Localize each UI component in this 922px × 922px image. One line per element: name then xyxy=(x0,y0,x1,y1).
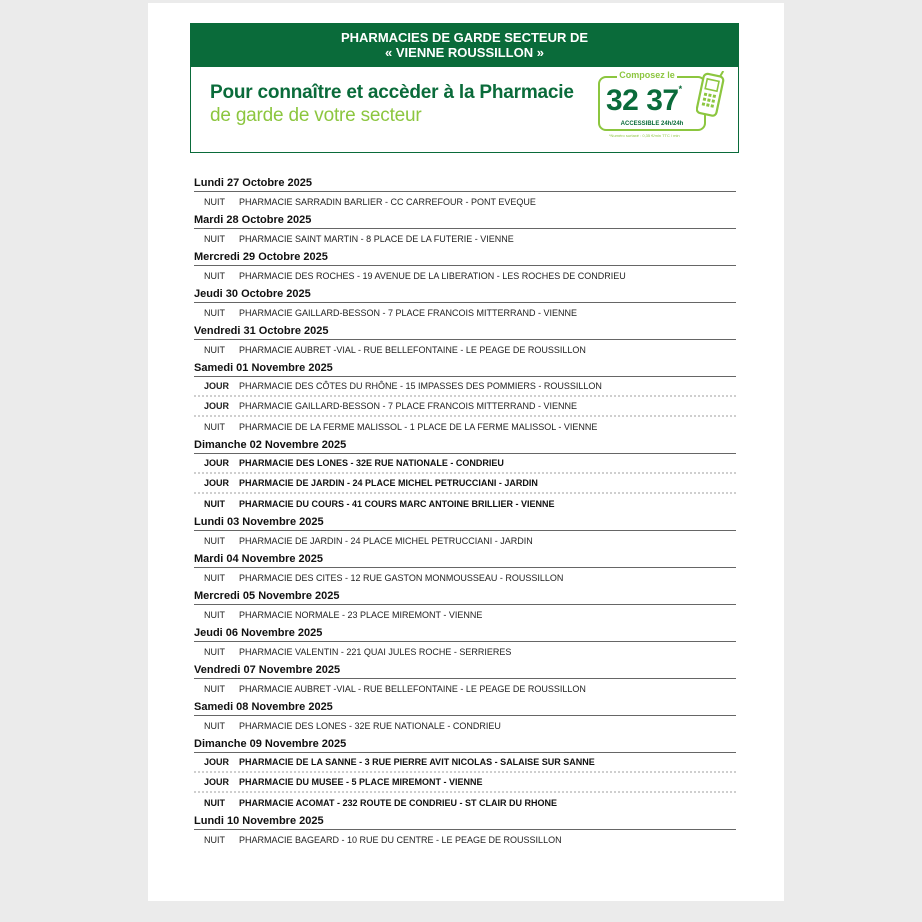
pharmacy-entry xyxy=(194,377,736,397)
pharmacy-details: PHARMACIE DES LONES - 32E RUE NATIONALE - CONDRIEU xyxy=(239,720,501,731)
day-block xyxy=(194,588,736,624)
schedule-list xyxy=(194,175,736,850)
day-title: Samedi 08 Novembre 2025 xyxy=(194,699,736,716)
day-title: Vendredi 31 Octobre 2025 xyxy=(194,323,736,340)
shift-period: NUIT xyxy=(204,720,225,731)
shift-period: NUIT xyxy=(204,646,225,657)
day-block xyxy=(194,249,736,285)
mobile-phone-icon xyxy=(696,71,726,119)
shift-period: NUIT xyxy=(204,233,225,244)
pharmacy-details: PHARMACIE ACOMAT - 232 ROUTE DE CONDRIEU - ST CLAIR DU RHONE xyxy=(239,797,558,808)
pharmacy-details: PHARMACIE NORMALE - 23 PLACE MIREMONT - VIENNE xyxy=(239,609,483,620)
pitch-line-1: Pour connaître et accèder à la Pharmacie xyxy=(210,82,574,103)
call-star: * xyxy=(678,84,682,94)
day-title: Jeudi 30 Octobre 2025 xyxy=(194,286,736,303)
day-block xyxy=(194,736,736,812)
pharmacy-entry xyxy=(194,679,736,698)
pharmacy-entry xyxy=(194,494,736,513)
day-title: Mercredi 29 Octobre 2025 xyxy=(194,249,736,266)
day-block xyxy=(194,699,736,735)
day-title: Dimanche 02 Novembre 2025 xyxy=(194,437,736,454)
shift-period: NUIT xyxy=(204,498,225,509)
pharmacy-details: PHARMACIE DE LA FERME MALISSOL - 1 PLACE DE LA FERME MALISSOL - VIENNE xyxy=(239,421,598,432)
shift-period: NUIT xyxy=(204,307,225,318)
pharmacy-details: PHARMACIE DES CÔTES DU RHÔNE - 15 IMPASSES DES POMMIERS - ROUSSILLON xyxy=(239,381,602,391)
pharmacy-entry xyxy=(194,474,736,494)
pharmacy-details: PHARMACIE GAILLARD-BESSON - 7 PLACE FRANCOIS MITTERRAND - VIENNE xyxy=(239,401,578,411)
pharmacy-details: PHARMACIE AUBRET -VIAL - RUE BELLEFONTAINE - LE PEAGE DE ROUSSILLON xyxy=(239,683,586,694)
pharmacy-details: PHARMACIE SAINT MARTIN - 8 PLACE DE LA FUTERIE - VIENNE xyxy=(239,233,514,244)
pharmacy-entry xyxy=(194,454,736,474)
day-title: Lundi 10 Novembre 2025 xyxy=(194,813,736,830)
pharmacy-entry xyxy=(194,568,736,587)
pharmacy-entry xyxy=(194,773,736,793)
shift-period: NUIT xyxy=(204,344,225,355)
pharmacy-entry xyxy=(194,793,736,812)
shift-period: NUIT xyxy=(204,535,225,546)
pharmacy-entry xyxy=(194,531,736,550)
call-access-label: ACCESSIBLE 24h/24h xyxy=(620,121,684,127)
shift-period: NUIT xyxy=(204,270,225,281)
pharmacy-details: PHARMACIE DE JARDIN - 24 PLACE MICHEL PETRUCCIANI - JARDIN xyxy=(239,535,533,546)
shift-period: NUIT xyxy=(204,797,225,808)
day-block xyxy=(194,360,736,436)
pharmacy-details: PHARMACIE VALENTIN - 221 QUAI JULES ROCHE - SERRIERES xyxy=(239,646,512,657)
banner-body xyxy=(191,67,738,152)
pharmacy-entry xyxy=(194,716,736,735)
shift-period: NUIT xyxy=(204,834,225,845)
pharmacy-entry xyxy=(194,229,736,248)
day-title: Mercredi 05 Novembre 2025 xyxy=(194,588,736,605)
pitch-line-2: de garde de votre secteur xyxy=(210,105,422,126)
pharmacy-details: PHARMACIE DES CITES - 12 RUE GASTON MONMOUSSEAU - ROUSSILLON xyxy=(239,572,564,583)
day-block xyxy=(194,286,736,322)
pharmacy-details: PHARMACIE AUBRET -VIAL - RUE BELLEFONTAINE - LE PEAGE DE ROUSSILLON xyxy=(239,344,586,355)
shift-period: JOUR xyxy=(204,777,230,787)
pharmacy-entry xyxy=(194,397,736,417)
shift-period: NUIT xyxy=(204,196,225,207)
shift-period: NUIT xyxy=(204,683,225,694)
shift-period: JOUR xyxy=(204,381,230,391)
day-block xyxy=(194,514,736,550)
pharmacy-entry xyxy=(194,266,736,285)
day-title: Jeudi 06 Novembre 2025 xyxy=(194,625,736,642)
day-title: Mardi 04 Novembre 2025 xyxy=(194,551,736,568)
day-block xyxy=(194,323,736,359)
pharmacy-details: PHARMACIE BAGEARD - 10 RUE DU CENTRE - LE PEAGE DE ROUSSILLON xyxy=(239,834,562,845)
shift-period: JOUR xyxy=(204,401,230,411)
banner-title-line-1: PHARMACIES DE GARDE SECTEUR DE xyxy=(340,30,589,45)
day-title: Samedi 01 Novembre 2025 xyxy=(194,360,736,377)
pharmacy-details: PHARMACIE SARRADIN BARLIER - CC CARREFOUR - PONT EVEQUE xyxy=(239,196,536,207)
day-block xyxy=(194,175,736,211)
header-banner xyxy=(190,23,739,153)
call-number: 32 37* xyxy=(606,84,682,117)
shift-period: NUIT xyxy=(204,421,225,432)
pharmacy-entry xyxy=(194,340,736,359)
day-title: Lundi 03 Novembre 2025 xyxy=(194,514,736,531)
day-block xyxy=(194,813,736,849)
shift-period: JOUR xyxy=(204,458,230,468)
pharmacy-entry xyxy=(194,303,736,322)
shift-period: NUIT xyxy=(204,609,225,620)
shift-period: NUIT xyxy=(204,572,225,583)
call-tariff-note: *Numéro surtaxé : 0,35 €/min TTC / min xyxy=(609,133,680,138)
pharmacy-entry xyxy=(194,642,736,661)
pharmacy-entry xyxy=(194,753,736,773)
day-block xyxy=(194,212,736,248)
pharmacy-details: PHARMACIE DES ROCHES - 19 AVENUE DE LA LIBERATION - LES ROCHES DE CONDRIEU xyxy=(239,270,626,281)
document-page xyxy=(148,3,784,901)
day-block xyxy=(194,437,736,513)
day-block xyxy=(194,625,736,661)
day-title: Dimanche 09 Novembre 2025 xyxy=(194,736,736,753)
day-title: Lundi 27 Octobre 2025 xyxy=(194,175,736,192)
shift-period: JOUR xyxy=(204,757,230,767)
banner-title-line-2: « VIENNE ROUSSILLON » xyxy=(385,45,544,60)
day-block xyxy=(194,662,736,698)
pharmacy-entry xyxy=(194,192,736,211)
pharmacy-details: PHARMACIE GAILLARD-BESSON - 7 PLACE FRANCOIS MITTERRAND - VIENNE xyxy=(239,307,578,318)
day-block xyxy=(194,551,736,587)
pharmacy-details: PHARMACIE DE JARDIN - 24 PLACE MICHEL PETRUCCIANI - JARDIN xyxy=(239,478,538,488)
day-title: Vendredi 07 Novembre 2025 xyxy=(194,662,736,679)
pharmacy-details: PHARMACIE DE LA SANNE - 3 RUE PIERRE AVIT NICOLAS - SALAISE SUR SANNE xyxy=(239,757,595,767)
shift-period: JOUR xyxy=(204,478,230,488)
pharmacy-details: PHARMACIE DU MUSEE - 5 PLACE MIREMONT - VIENNE xyxy=(239,777,483,787)
banner-title xyxy=(191,23,738,67)
pharmacy-details: PHARMACIE DES LONES - 32E RUE NATIONALE - CONDRIEU xyxy=(239,458,504,468)
pharmacy-entry xyxy=(194,605,736,624)
pharmacy-entry xyxy=(194,417,736,436)
day-title: Mardi 28 Octobre 2025 xyxy=(194,212,736,229)
pharmacy-entry xyxy=(194,830,736,849)
pharmacy-details: PHARMACIE DU COURS - 41 COURS MARC ANTOINE BRILLIER - VIENNE xyxy=(239,498,555,509)
call-number-box xyxy=(598,70,706,131)
call-label: Composez le xyxy=(619,70,675,80)
